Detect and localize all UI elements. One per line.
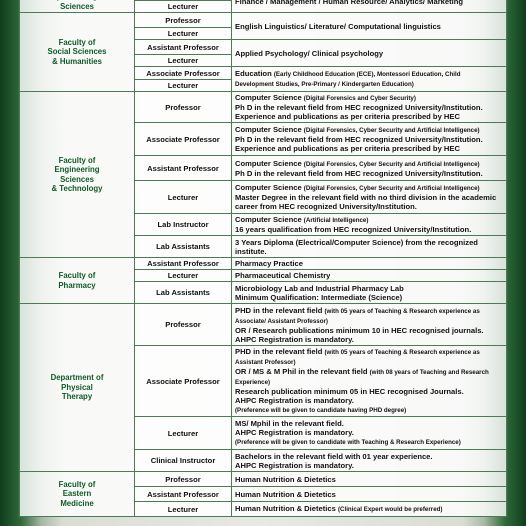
qualification	[232, 417, 507, 450]
qualification-text: AHPC Registration is mandatory.	[235, 460, 354, 470]
qualification-line	[235, 215, 503, 225]
qualification-note: (Artificial Intelligence)	[303, 217, 369, 224]
qualification	[232, 181, 507, 214]
qualification-line	[235, 461, 503, 470]
qualification-line	[235, 259, 503, 268]
qualification-note: (Digital Forensics, Cyber Security and Artificial Intelligence)	[303, 185, 480, 192]
faculty-name-line: Physical	[61, 382, 93, 392]
qualification-line	[235, 316, 503, 326]
qualification-text: 16 years qualification from HEC recognized University/Institution.	[235, 225, 472, 234]
qualification	[232, 472, 507, 487]
qualification-note: Development Studies, Pre-Primary / Kindergarten Education)	[235, 81, 414, 88]
faculty-name-line: & Humanities	[52, 56, 102, 66]
qualification-text: Research publication minimum 05 in HEC recognised Journals.	[235, 387, 464, 396]
qualification-line	[235, 93, 503, 103]
faculty-name	[20, 258, 135, 304]
qualification-text: Ph D in the relevant field from HEC recognized University/Institution.	[235, 168, 483, 178]
qualification-line	[235, 504, 503, 514]
faculty-name	[20, 472, 135, 517]
qualification-note: (Preference will be given to candidate having PHD degree)	[235, 407, 407, 414]
qualification-note: (Preference will be given to candidate with Teaching & Research Experience)	[235, 439, 461, 446]
qualification	[232, 236, 507, 258]
qualification-line	[235, 284, 503, 293]
position-title: Lab Instructor	[135, 214, 232, 236]
qualification	[232, 258, 507, 270]
qualification	[232, 282, 507, 304]
position-title: Lab Assistants	[135, 282, 232, 304]
position-title: Professor	[135, 472, 232, 487]
qualification-text: Applied Psychology/ Clinical psychology	[235, 48, 384, 58]
qualification-line	[235, 293, 503, 302]
qualification-text: AHPC Registration is mandatory.	[235, 334, 354, 344]
qualification-text: Education	[235, 69, 274, 78]
table-row	[20, 13, 507, 28]
qualification-line	[235, 326, 503, 335]
qualification	[232, 450, 507, 472]
qualification-line	[235, 193, 503, 202]
qualification-note: Associate/ Assistant Professor)	[235, 317, 328, 325]
faculty-name-line: Eastern	[62, 489, 92, 499]
qualification-note: (Clinical Expert would be preferred)	[337, 506, 443, 513]
qualification-line	[235, 396, 503, 405]
position-title: Lab Assistants	[135, 236, 232, 258]
qualification-text: Experience and publications as per criteria prescribed by HEC	[235, 144, 460, 153]
qualification-line	[235, 69, 503, 79]
qualification-text: institute.	[235, 246, 267, 256]
position-title: Lecturer	[135, 502, 232, 517]
position-title: Associate Professor	[135, 123, 232, 156]
faculty-name-line: Sciences	[60, 1, 94, 11]
qualification-line	[235, 103, 503, 112]
qualification-line	[235, 377, 503, 387]
qualification-text: PHD in the relevant field	[235, 347, 325, 356]
qualification-line	[235, 335, 503, 344]
qualification-text: Microbiology Lab and Industrial Pharmacy Lab	[235, 283, 404, 293]
qualification-note: (Digital Forensics, Cyber Security and Artificial Intelligence)	[303, 127, 480, 134]
qualification-line	[235, 125, 503, 135]
qualification-text: Computer Science	[235, 215, 304, 224]
qualification-line	[235, 405, 503, 415]
table-row	[20, 258, 507, 270]
position-title: Assistant Professor	[135, 156, 232, 181]
faculty-name	[20, 92, 135, 258]
qualification-text: OR / MS & M Phil in the relevant field	[235, 367, 370, 376]
qualification-text: Pharmacy Practice	[235, 259, 303, 268]
qualification-line	[235, 144, 503, 153]
position-title: Lecturer	[135, 417, 232, 450]
qualification-text: AHPC Registration is mandatory.	[235, 396, 354, 405]
qualification-line	[235, 238, 503, 247]
qualification-text: Ph D in the relevant field from HEC recognized University/Institution.	[235, 135, 483, 144]
position-title: Professor	[135, 304, 232, 346]
position-title: Assistant Professor	[135, 40, 232, 55]
qualification-line	[235, 452, 503, 461]
faculty-name	[20, 304, 135, 472]
qualification-line	[235, 490, 503, 499]
qualification-note: Experience)	[235, 379, 271, 386]
qualification-line	[235, 271, 503, 280]
faculty-name-line: Department of	[50, 373, 104, 383]
faculty-name	[20, 0, 135, 13]
qualification-note: (Digital Forensics, Cyber Security and Artificial Intelligence)	[303, 160, 480, 168]
qualification-text: AHPC Registration is mandatory.	[235, 428, 354, 437]
qualification-line	[235, 49, 503, 58]
qualification-line	[235, 159, 503, 169]
position-title: Lecturer	[135, 80, 232, 92]
qualification-text: Ph D in the relevant field from HEC recognized University/Institution.	[235, 103, 483, 112]
position-title: Lecturer	[135, 1, 232, 13]
qualification-text: Computer Science	[235, 183, 304, 192]
qualification-line	[235, 183, 503, 193]
position-title: Associate Professor	[135, 346, 232, 417]
qualification-text: Computer Science	[235, 93, 304, 102]
position-title: Professor	[135, 13, 232, 28]
qualification-text: career from HEC recognized University/Institution.	[235, 202, 417, 211]
faculty-name	[20, 13, 135, 92]
qualification	[232, 214, 507, 236]
qualification	[232, 0, 507, 13]
qualification-text: English Linguistics/ Literature/ Computational linguistics	[235, 21, 441, 31]
position-title: Associate Professor	[135, 67, 232, 80]
qualification-text: Minimum Qualification: Intermediate (Science)	[235, 292, 403, 302]
position-title: Clinical Instructor	[135, 450, 232, 472]
qualification-note: (Digital Forensics and Cyber Security)	[303, 95, 416, 102]
qualification-note: (with 05 years of Teaching & Research experience as	[324, 307, 480, 315]
qualification-line	[235, 22, 503, 31]
qualification-line	[235, 475, 503, 484]
position-title: Lecturer	[135, 270, 232, 282]
faculty-name-line: Faculty of	[58, 271, 96, 280]
qualification	[232, 156, 507, 181]
faculty-name-line: Faculty of	[58, 479, 96, 489]
qualification-line	[235, 357, 503, 367]
qualification-text: Computer Science	[235, 158, 304, 168]
qualification-line	[235, 112, 503, 121]
qualification-line	[235, 135, 503, 144]
table-row	[20, 92, 507, 123]
qualification-line	[235, 367, 503, 377]
qualification-text: Bachelors in the relevant field with 01 year experience.	[235, 451, 433, 461]
qualification-line	[235, 0, 503, 6]
faculty-name-line: Sciences	[60, 174, 94, 184]
positions-table	[19, 0, 507, 517]
table-row	[20, 0, 507, 1]
qualification	[232, 67, 507, 92]
faculty-name-line: Faculty of	[58, 155, 96, 165]
qualification-note: (with 08 years of Teaching and Research	[369, 369, 489, 376]
faculty-name-line: Medicine	[60, 498, 94, 508]
qualification-note: Assistant Professor)	[235, 359, 296, 366]
qualification-text: Pharmaceutical Chemistry	[235, 271, 331, 280]
qualification-line	[235, 225, 503, 234]
table-row	[20, 472, 507, 487]
qualification-line	[235, 306, 503, 316]
qualification	[232, 304, 507, 346]
qualification-text: Computer Science	[235, 125, 304, 134]
qualification-text: Human Nutrition & Dietetics	[235, 504, 338, 513]
faculty-name-line: Faculty of	[58, 37, 96, 47]
qualification-line	[235, 169, 503, 178]
qualification	[232, 13, 507, 40]
qualification-line	[235, 79, 503, 89]
qualification-text: Master Degree in the relevant field with no third division in the academic	[235, 193, 497, 202]
qualification	[232, 502, 507, 517]
qualification	[232, 92, 507, 123]
qualification-text: Finance / Management / Human Resource/ Analytics/ Marketing	[235, 0, 464, 6]
qualification	[232, 123, 507, 156]
qualification	[232, 270, 507, 282]
qualification	[232, 346, 507, 417]
qualification-text: Experience and publications as per criteria prescribed by HEC	[235, 112, 460, 121]
position-title: Professor	[135, 92, 232, 123]
qualification-line	[235, 437, 503, 447]
position-title: Lecturer	[135, 55, 232, 67]
qualification-text: Human Nutrition & Dietetics	[235, 474, 336, 484]
faculty-name-line: Engineering	[54, 165, 100, 174]
position-title: Assistant Professor	[135, 258, 232, 270]
faculty-name-line: Social Sciences	[47, 47, 107, 57]
qualification-text: OR / Research publications minimum 10 in HEC recognised journals.	[235, 325, 484, 335]
table-row	[20, 304, 507, 346]
qualification-line	[235, 247, 503, 256]
qualification-line	[235, 347, 503, 357]
qualification	[232, 40, 507, 67]
qualification-note: (with 05 years of Teaching & Research experience as	[324, 349, 480, 356]
faculty-name-line: & Technology	[51, 184, 103, 193]
qualification-text: PHD in the relevant field	[235, 305, 325, 315]
qualification-text: 3 Years Diploma (Electrical/Computer Science) from the recognized	[235, 237, 478, 247]
qualification-text: MS/ Mphil in the relevant field.	[235, 419, 344, 428]
qualification-line	[235, 387, 503, 396]
qualification	[232, 487, 507, 502]
jobs-sheet	[18, 0, 508, 517]
qualification-note: (Early Childhood Education (ECE), Montessori Education, Child	[273, 71, 461, 78]
faculty-name-line: Therapy	[61, 392, 93, 402]
faculty-name-line: Pharmacy	[58, 280, 96, 290]
qualification-line	[235, 202, 503, 211]
position-title: Lecturer	[135, 28, 232, 40]
qualification-line	[235, 428, 503, 437]
qualification-text: Human Nutrition & Dietetics	[235, 489, 336, 499]
position-title: Assistant Professor	[135, 487, 232, 502]
qualification-line	[235, 419, 503, 428]
position-title: Lecturer	[135, 181, 232, 214]
